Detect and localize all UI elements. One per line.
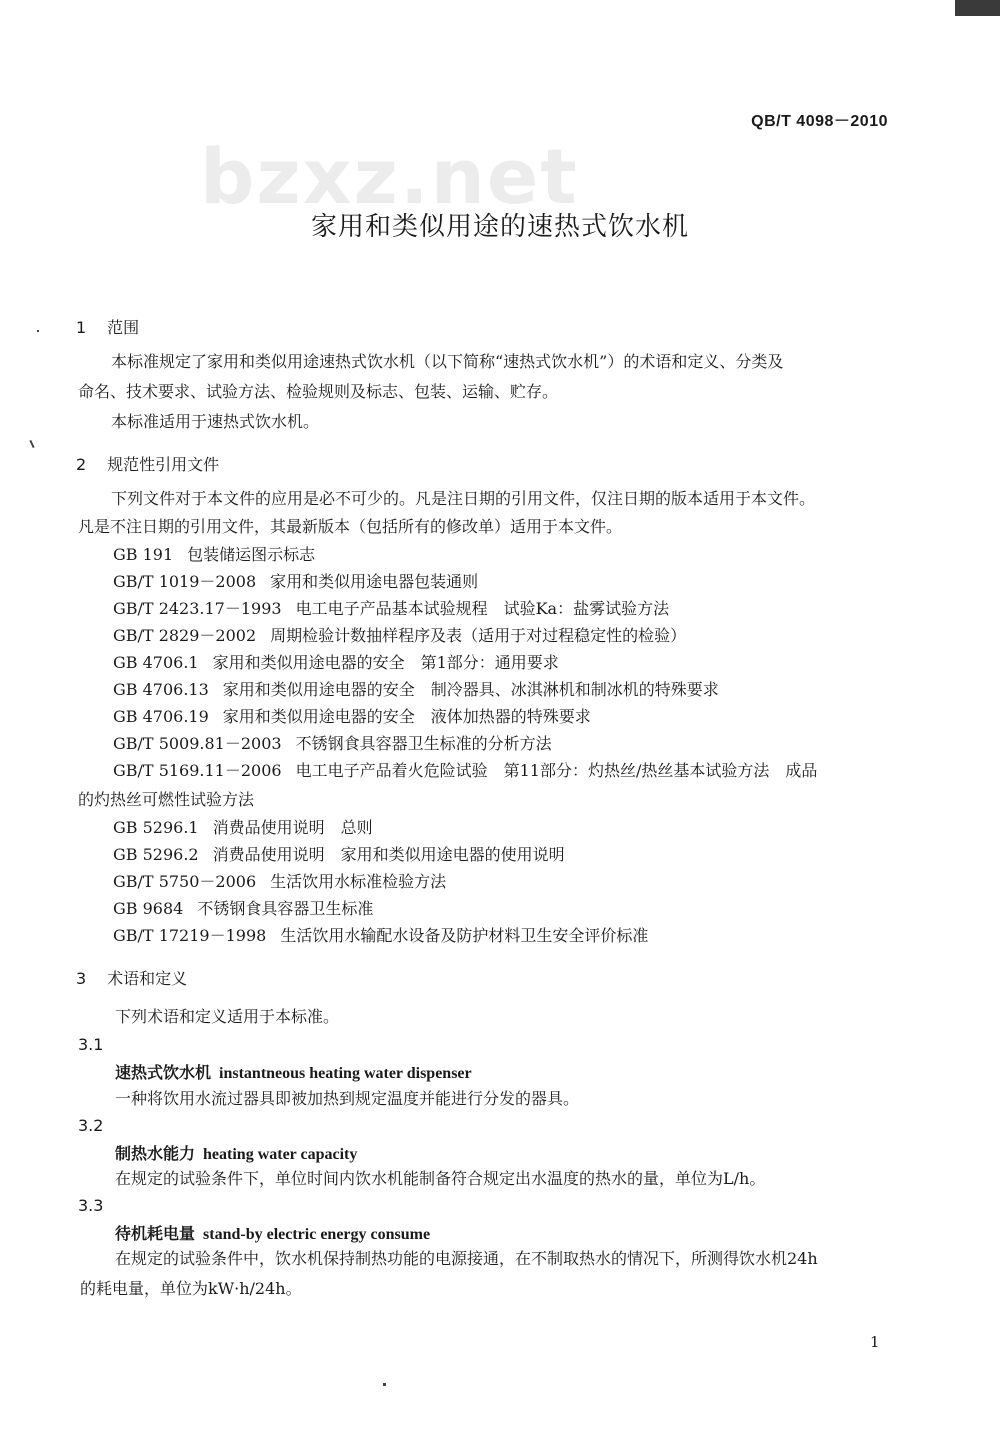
reference-item bbox=[113, 896, 373, 919]
reference-code: GB 5296.2 bbox=[113, 845, 199, 864]
reference-item-continuation bbox=[78, 787, 254, 810]
reference-title: 不锈钢食具容器卫生标准的分析方法 bbox=[295, 734, 552, 753]
term-heading bbox=[115, 1221, 430, 1244]
term-definition: 一种将饮用水流过器具即被加热到规定温度并能进行分发的器具。 bbox=[115, 1089, 580, 1108]
scan-corner-mark bbox=[955, 0, 1000, 16]
reference-title: 家用和类似用途电器的安全 液体加热器的特殊要求 bbox=[222, 707, 591, 726]
reference-item bbox=[113, 569, 478, 592]
reference-code: GB/T 1019－2008 bbox=[113, 572, 257, 591]
term-heading bbox=[115, 1141, 357, 1164]
reference-title: 的灼热丝可燃性试验方法 bbox=[78, 790, 255, 809]
paragraph: 下列术语和定义适用于本标准。 bbox=[115, 1007, 340, 1026]
reference-item bbox=[113, 815, 373, 838]
term-number: 3.1 bbox=[78, 1035, 104, 1054]
reference-title: 家用和类似用途电器的安全 制冷器具、冰淇淋机和制冰机的特殊要求 bbox=[222, 680, 719, 699]
term-en: stand-by electric energy consume bbox=[203, 1226, 431, 1243]
reference-code: GB 5296.1 bbox=[113, 818, 199, 837]
scan-speck bbox=[29, 440, 34, 448]
reference-title: 消费品使用说明 总则 bbox=[212, 818, 373, 837]
reference-title: 周期检验计数抽样程序及表（适用于对过程稳定性的检验） bbox=[270, 626, 687, 645]
standard-code: QB/T 4098－2010 bbox=[751, 113, 888, 130]
term-cn: 速热式饮水机 bbox=[115, 1063, 212, 1082]
term-heading bbox=[115, 1060, 472, 1083]
scan-speck bbox=[37, 330, 39, 332]
reference-item bbox=[113, 923, 648, 946]
term-definition: 在规定的试验条件下，单位时间内饮水机能制备符合规定出水温度的热水的量，单位为L/h。 bbox=[115, 1169, 766, 1188]
reference-code: GB 9684 bbox=[113, 899, 184, 918]
reference-title: 电工电子产品着火危险试验 第11部分：灼热丝/热丝基本试验方法 成品 bbox=[295, 761, 818, 780]
reference-title: 家用和类似用途电器的安全 第1部分：通用要求 bbox=[212, 653, 559, 672]
section-number: 1 bbox=[76, 318, 87, 337]
term-number: 3.2 bbox=[78, 1116, 104, 1135]
section-title: 术语和定义 bbox=[107, 969, 188, 988]
reference-code: GB 191 bbox=[113, 545, 174, 564]
reference-title: 包装储运图示标志 bbox=[187, 545, 316, 564]
section-number: 3 bbox=[76, 969, 87, 988]
reference-item bbox=[113, 869, 446, 892]
reference-item bbox=[113, 542, 315, 565]
reference-item bbox=[113, 731, 552, 754]
paragraph: 命名、技术要求、试验方法、检验规则及标志、包装、运输、贮存。 bbox=[78, 382, 559, 401]
reference-item bbox=[113, 704, 591, 727]
reference-item bbox=[113, 758, 817, 781]
reference-code: GB/T 2829－2002 bbox=[113, 626, 257, 645]
reference-code: GB 4706.13 bbox=[113, 680, 209, 699]
paragraph: 下列文件对于本文件的应用是必不可少的。凡是注日期的引用文件，仅注日期的版本适用于本文件。 bbox=[111, 489, 816, 508]
term-cn: 制热水能力 bbox=[115, 1144, 196, 1163]
reference-code: GB/T 2423.17－1993 bbox=[113, 599, 282, 618]
reference-code: GB 4706.1 bbox=[113, 653, 199, 672]
reference-item bbox=[113, 677, 719, 700]
section-1-heading bbox=[76, 315, 139, 338]
reference-title: 生活饮用水输配水设备及防护材料卫生安全评价标准 bbox=[280, 926, 649, 945]
reference-code: GB 4706.19 bbox=[113, 707, 209, 726]
paragraph: 凡是不注日期的引用文件，其最新版本（包括所有的修改单）适用于本文件。 bbox=[78, 517, 623, 536]
reference-title: 电工电子产品基本试验规程 试验Ka：盐雾试验方法 bbox=[295, 599, 670, 618]
term-cn: 待机耗电量 bbox=[115, 1224, 196, 1243]
section-number: 2 bbox=[76, 455, 87, 474]
term-definition-continuation: 的耗电量，单位为kW·h/24h。 bbox=[80, 1279, 302, 1298]
section-3-heading bbox=[76, 966, 187, 989]
scan-speck bbox=[383, 1383, 386, 1386]
reference-item bbox=[113, 842, 565, 865]
page-number: 1 bbox=[870, 1333, 880, 1351]
reference-title: 不锈钢食具容器卫生标准 bbox=[197, 899, 374, 918]
reference-item bbox=[113, 650, 559, 673]
section-title: 规范性引用文件 bbox=[107, 455, 220, 474]
paragraph: 本标准适用于速热式饮水机。 bbox=[111, 412, 320, 431]
section-2-heading bbox=[76, 452, 219, 475]
reference-code: GB/T 5009.81－2003 bbox=[113, 734, 282, 753]
term-en: heating water capacity bbox=[203, 1146, 358, 1163]
term-number: 3.3 bbox=[78, 1196, 104, 1215]
term-definition: 在规定的试验条件中，饮水机保持制热功能的电源接通，在不制取热水的情况下，所测得饮水机24h bbox=[115, 1249, 818, 1268]
reference-code: GB/T 5750－2006 bbox=[113, 872, 257, 891]
reference-title: 家用和类似用途电器包装通则 bbox=[270, 572, 479, 591]
section-title: 范围 bbox=[107, 318, 140, 337]
reference-item bbox=[113, 596, 669, 619]
paragraph: 本标准规定了家用和类似用途速热式饮水机（以下简称“速热式饮水机”）的术语和定义、分类及 bbox=[111, 352, 784, 371]
term-en: instantneous heating water dispenser bbox=[219, 1065, 472, 1082]
document-title: 家用和类似用途的速热式饮水机 bbox=[310, 212, 689, 242]
reference-item bbox=[113, 623, 686, 646]
watermark: bzxz.net bbox=[200, 132, 579, 221]
reference-code: GB/T 17219－1998 bbox=[113, 926, 267, 945]
reference-title: 生活饮用水标准检验方法 bbox=[270, 872, 447, 891]
reference-title: 消费品使用说明 家用和类似用途电器的使用说明 bbox=[212, 845, 565, 864]
reference-code: GB/T 5169.11－2006 bbox=[113, 761, 282, 780]
